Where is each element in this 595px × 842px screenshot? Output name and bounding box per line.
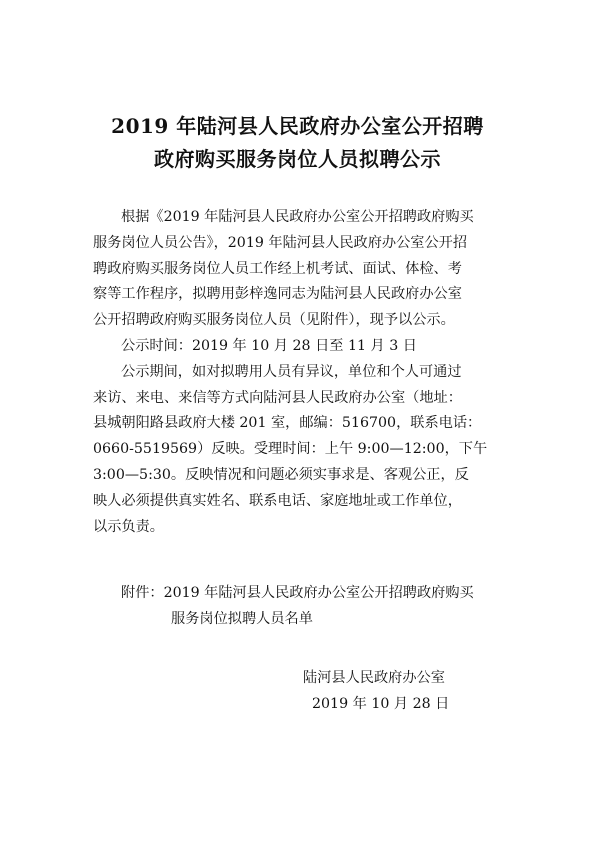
body-paragraph-1-line: 根据《2019 年陆河县人民政府办公室公开招聘政府购买 (121, 209, 474, 225)
attachment-line-1: 附件：2019 年陆河县人民政府办公室公开招聘政府购买 (121, 585, 474, 601)
body-paragraph-1-line: 察等工作程序，拟聘用彭梓逸同志为陆河县人民政府办公室 (93, 286, 462, 303)
body-paragraph-1-line: 公开招聘政府购买服务岗位人员（见附件），现予以公示。 (93, 312, 455, 329)
document-title-line-2: 政府购买服务岗位人员拟聘公示 (154, 147, 441, 171)
document-body (93, 205, 513, 540)
document-title-line-1: 2019 年陆河县人民政府办公室公开招聘 (111, 114, 484, 138)
signature-date: 2019 年 10 月 28 日 (312, 696, 450, 712)
attachment-line-2: 服务岗位拟聘人员名单 (171, 610, 313, 627)
body-paragraph-3-line: 3:00—5:30。反映情况和问题必须实事求是、客观公正，反 (93, 466, 469, 483)
body-paragraph-3-line: 映人必须提供真实姓名、联系电话、家庭地址或工作单位， (93, 492, 462, 509)
body-paragraph-3-line: 来访、来电、来信等方式向陆河县人民政府办公室（地址： (93, 389, 462, 406)
attachment-note (121, 580, 474, 632)
body-paragraph-3-line: 公示期间，如对拟聘用人员有异议，单位和个人可通过 (121, 363, 462, 380)
body-paragraph-3-line: 0660-5519569）反映。受理时间：上午 9:00—12:00，下午 (93, 441, 488, 458)
body-paragraph-3-line: 以示负责。 (93, 518, 164, 535)
publicity-period: 公示时间：2019 年 10 月 28 日至 11 月 3 日 (121, 337, 417, 354)
body-paragraph-1-line: 服务岗位人员公告》，2019 年陆河县人民政府办公室公开招 (93, 234, 468, 251)
body-paragraph-1-line: 聘政府购买服务岗位人员工作经上机考试、面试、体检、考 (93, 260, 462, 277)
signature-organization: 陆河县人民政府办公室 (303, 670, 445, 686)
body-paragraph-3-line: 县城朝阳路县政府大楼 201 室，邮编：516700，联系电话： (93, 415, 482, 432)
